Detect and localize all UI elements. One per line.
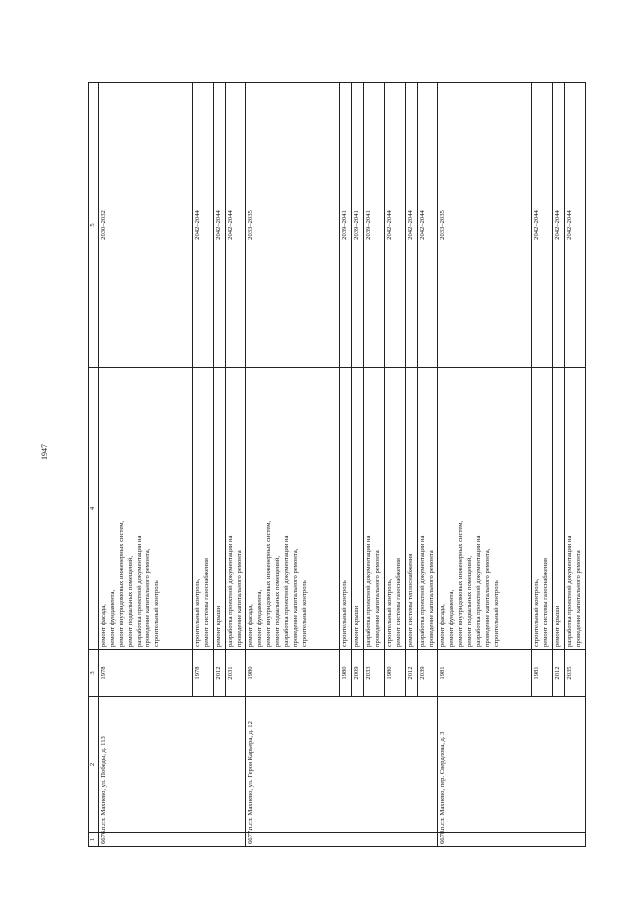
work-line: ремонт подвальных помещений,: [274, 556, 282, 647]
column-number: 3: [89, 650, 99, 697]
work-type-cell: [193, 368, 214, 650]
column-number: 1: [89, 833, 99, 847]
work-line: ремонт системы газоснабжения: [202, 558, 210, 647]
work-line: ремонт внутридомовых инженерных систем,: [457, 520, 465, 647]
work-line: строительный контроль: [153, 580, 161, 647]
work-line: ремонт подвальных помещений,: [126, 556, 134, 647]
work-line: ремонт системы газоснабжения: [542, 558, 550, 647]
period-cell: 2042–2044: [532, 83, 553, 368]
year-cell: 1981: [532, 650, 553, 697]
rotated-table-container: [88, 82, 590, 847]
work-line: ремонт крыши: [554, 605, 562, 647]
work-line: разработка проектной документации на: [418, 535, 426, 647]
year-cell: 2012: [405, 650, 417, 697]
work-line: ремонт фундамента,: [108, 589, 116, 647]
column-number: 4: [89, 368, 99, 650]
work-line: строительный контроль,: [386, 578, 394, 647]
period-cell: 2030–2032: [99, 83, 193, 368]
address-cell: п.г.т. Махнево, ул. Героя Карьера, д. 12: [246, 697, 438, 833]
work-type-cell: [565, 368, 586, 650]
work-line: ремонт крыши: [353, 605, 361, 647]
work-line: проведение капитального ремонта,: [144, 548, 152, 647]
work-line: проведение капитального ремонта: [427, 550, 435, 647]
year-cell: 2031: [225, 650, 246, 697]
work-line: ремонт фундамента,: [256, 589, 264, 647]
period-cell: 2042–2044: [417, 83, 438, 368]
year-cell: 2035: [565, 650, 586, 697]
work-line: ремонт фасада,: [439, 604, 447, 647]
period-cell: 2042–2044: [405, 83, 417, 368]
year-cell: 1980: [385, 650, 406, 697]
work-type-cell: [246, 368, 340, 650]
work-type-cell: [225, 368, 246, 650]
table-row: [438, 83, 532, 847]
row-number: 6676.: [99, 833, 246, 847]
period-cell: 2042–2044: [553, 83, 565, 368]
work-type-cell: [532, 368, 553, 650]
work-line: ремонт подвальных помещений,: [466, 556, 474, 647]
period-cell: 2039–2041: [352, 83, 364, 368]
work-line: ремонт фундамента,: [448, 589, 456, 647]
repair-schedule-table: [88, 82, 586, 847]
period-cell: 2042–2044: [385, 83, 406, 368]
year-cell: 2012: [213, 650, 225, 697]
period-cell: 2039–2041: [340, 83, 352, 368]
work-line: проведение капитального ремонта: [575, 550, 583, 647]
work-line: строительный контроль,: [194, 578, 201, 647]
work-line: проведение капитального ремонта,: [483, 548, 491, 647]
table-row: [99, 83, 193, 847]
work-line: разработка проектной документации на: [365, 535, 373, 647]
period-cell: 2042–2044: [225, 83, 246, 368]
work-type-cell: [340, 368, 352, 650]
row-number: 6677.: [246, 833, 438, 847]
work-type-cell: [352, 368, 364, 650]
work-type-cell: [417, 368, 438, 650]
column-number: 2: [89, 697, 99, 833]
work-type-cell: [438, 368, 532, 650]
work-type-cell: [553, 368, 565, 650]
work-type-cell: [385, 368, 406, 650]
year-cell: 2033: [364, 650, 385, 697]
year-cell: 1981: [438, 650, 532, 697]
work-line: ремонт внутридомовых инженерных систем,: [117, 520, 125, 647]
work-line: разработка проектной документации на: [566, 535, 574, 647]
work-type-cell: [213, 368, 225, 650]
address-cell: п.г.т. Махнево, ул. Победы, д. 113: [99, 697, 246, 833]
work-line: ремонт фасада,: [247, 604, 255, 647]
work-line: ремонт системы газоснабжения: [394, 558, 402, 647]
work-line: проведение капитального ремонта: [374, 550, 382, 647]
work-type-cell: [99, 368, 193, 650]
page-number: 1947: [40, 444, 49, 460]
year-cell: 2039: [417, 650, 438, 697]
period-cell: 2039–2041: [364, 83, 385, 368]
work-line: строительный контроль: [341, 580, 349, 647]
period-cell: 2042–2044: [193, 83, 214, 368]
work-line: разработка проектной документации на: [135, 535, 143, 647]
year-cell: 2012: [553, 650, 565, 697]
column-number-row: [89, 83, 99, 847]
work-line: строительный контроль,: [533, 578, 541, 647]
address-cell: п.г.т. Махнево, пер. Свердлова, д. 3: [438, 697, 585, 833]
work-line: проведение капитального ремонта: [235, 550, 243, 647]
year-cell: 2009: [352, 650, 364, 697]
work-type-cell: [364, 368, 385, 650]
period-cell: 2033–2035: [438, 83, 532, 368]
year-cell: 1980: [340, 650, 352, 697]
work-line: строительный контроль: [300, 580, 308, 647]
work-line: разработка проектной документации на: [283, 535, 291, 647]
work-line: ремонт фасада,: [100, 604, 107, 647]
year-cell: 1980: [246, 650, 340, 697]
year-cell: 1978: [193, 650, 214, 697]
table-row: [246, 83, 340, 847]
work-line: проведение капитального ремонта,: [291, 548, 299, 647]
work-line: разработка проектной документации на: [475, 535, 483, 647]
work-type-cell: [405, 368, 417, 650]
work-line: разработка проектной документации на: [226, 535, 234, 647]
period-cell: 2033–2035: [246, 83, 340, 368]
work-line: ремонт системы теплоснабжения: [406, 553, 414, 647]
column-number: 5: [89, 83, 99, 368]
period-cell: 2042–2044: [213, 83, 225, 368]
period-cell: 2042–2044: [565, 83, 586, 368]
work-line: строительный контроль: [492, 580, 500, 647]
row-number: 6678.: [438, 833, 585, 847]
year-cell: 1978: [99, 650, 193, 697]
work-line: ремонт крыши: [214, 605, 222, 647]
work-line: ремонт внутридомовых инженерных систем,: [265, 520, 273, 647]
